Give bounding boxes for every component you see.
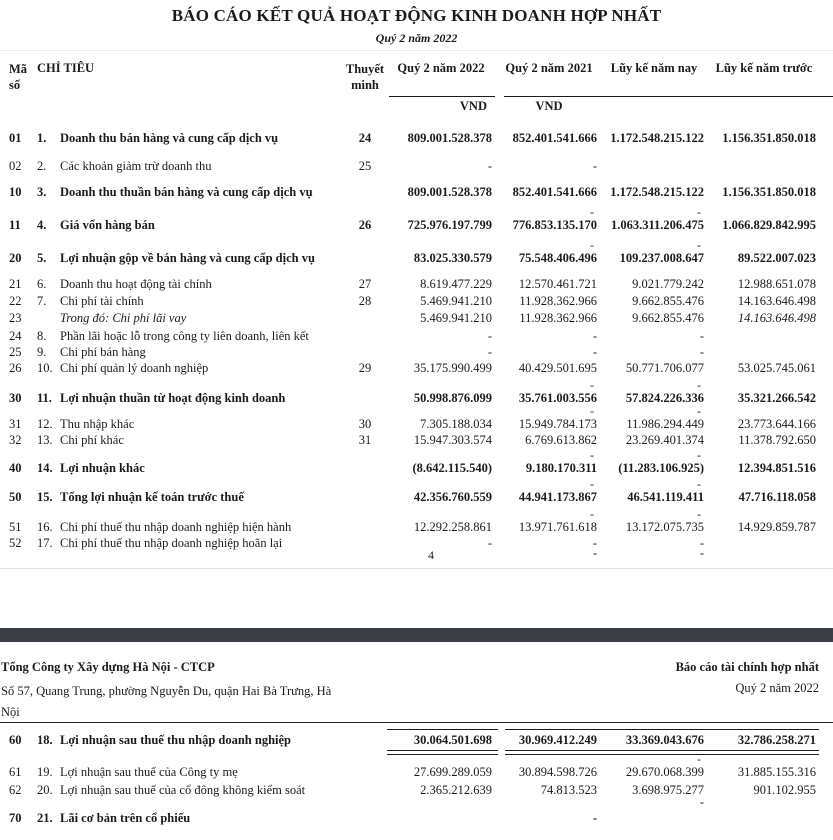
table-row	[0, 184, 833, 200]
dash-mark: -	[697, 404, 701, 418]
row-code: 40	[9, 461, 22, 475]
row-item-number	[37, 545, 60, 561]
row-item-number: 12.	[37, 417, 53, 431]
value-cell	[495, 794, 600, 810]
dash-mark: -	[590, 448, 594, 462]
value-cell: 31.885.155.316	[737, 765, 816, 779]
currency-label-2: VND	[535, 99, 563, 113]
value-cell: 9.180.170.311 -	[525, 448, 597, 475]
value-cell: 32.786.258.271	[737, 733, 816, 747]
row-note-ref	[341, 794, 389, 810]
row-code: 22	[9, 294, 22, 308]
value-cell: 42.356.760.559	[413, 490, 492, 504]
value-cell: 9.021.779.242	[632, 277, 704, 291]
table-body-page1	[0, 113, 833, 561]
row-note-ref	[341, 344, 389, 360]
dash-mark: -	[697, 477, 701, 491]
dash-mark: -	[590, 477, 594, 491]
value-cell: 11.378.792.650	[738, 433, 816, 447]
value-cell: 901.102.955	[753, 783, 816, 797]
value-cell: 852.401.541.666	[512, 185, 597, 199]
row-item-label: Trong đó: Chi phí lãi vay	[60, 311, 187, 325]
table-row	[0, 378, 833, 406]
table-row	[0, 360, 833, 376]
table-row	[0, 545, 833, 561]
row-note-ref	[341, 310, 389, 326]
value-cell: 9.662.855.476	[632, 294, 704, 308]
row-note-ref	[341, 460, 389, 476]
table-row	[0, 328, 833, 344]
row-code: 52	[9, 536, 22, 550]
value-cell: 57.824.226.336 -	[625, 378, 704, 405]
value-cell: 852.401.541.666	[512, 131, 597, 145]
row-item-label: Chi phí quản lý doanh nghiệp	[60, 361, 209, 375]
column-header-q2-2022: Quý 2 năm 2022	[397, 61, 485, 75]
value-cell: -	[699, 329, 704, 343]
column-header-item: CHỈ TIÊU	[37, 61, 95, 75]
value-cell	[707, 344, 819, 360]
row-note-ref: 30	[358, 417, 372, 431]
column-header-note: Thuyết minh	[345, 62, 385, 92]
table-row	[0, 810, 833, 826]
value-cell: 30.969.412.249	[518, 733, 597, 747]
row-item-number: 19.	[37, 765, 53, 779]
row-item-label: Lợi nhuận thuần từ hoạt động kinh doanh	[60, 391, 286, 405]
row-note-ref	[341, 328, 389, 344]
value-cell: 46.541.119.411 -	[627, 477, 704, 504]
table-row	[0, 752, 833, 780]
value-cell: 40.429.501.695	[518, 361, 597, 375]
dash-mark: -	[697, 238, 701, 252]
row-code	[0, 794, 37, 810]
row-item-number: 21.	[37, 811, 53, 825]
row-note-ref	[341, 545, 389, 561]
row-note-ref: 26	[358, 218, 372, 232]
value-cell: 15.947.303.574	[413, 433, 492, 447]
row-item-number: 11.	[37, 391, 52, 405]
value-cell: 1.066.829.842.995	[722, 218, 816, 232]
row-item-label: Tổng lợi nhuận kế toán trước thuế	[60, 490, 244, 504]
value-cell: 35.321.266.542	[737, 391, 816, 405]
table-row	[0, 732, 833, 748]
value-cell	[707, 328, 819, 344]
value-cell	[707, 794, 819, 810]
row-note-ref: 31	[358, 433, 372, 447]
row-code: 11	[9, 218, 21, 232]
row-code: 32	[9, 433, 22, 447]
value-cell: (11.283.106.925) -	[618, 448, 704, 475]
value-cell: 12.570.461.721	[518, 277, 597, 291]
table-header	[0, 55, 833, 113]
document-subtitle: Quý 2 năm 2022	[375, 31, 458, 45]
value-cell: 33.369.043.676	[625, 733, 704, 747]
value-cell: 13.172.075.735 -	[625, 507, 704, 534]
value-cell: 1.156.351.850.018	[722, 131, 816, 145]
row-item-number: 18.	[37, 733, 53, 747]
row-code: 31	[9, 417, 22, 431]
row-code: 30	[9, 391, 22, 405]
row-item-label: Chi phí bán hàng	[60, 345, 146, 359]
row-code: 02	[9, 159, 22, 173]
value-cell: -	[592, 811, 597, 825]
value-cell: 14.163.646.498	[737, 311, 816, 325]
value-cell: 7.305.188.034	[420, 417, 492, 431]
value-cell: -	[487, 159, 492, 173]
value-cell: 75.548.406.496 -	[518, 238, 597, 265]
total-top-rule	[505, 729, 819, 730]
table-row	[0, 130, 833, 146]
value-cell: 776.853.135.170 -	[512, 205, 597, 232]
value-cell	[707, 545, 819, 561]
row-note-ref	[341, 184, 389, 200]
value-cell: 30.894.598.726	[518, 765, 597, 779]
value-cell: 11.986.294.449 -	[626, 404, 704, 431]
value-cell: 23.269.401.374	[625, 433, 704, 447]
table-row	[0, 448, 833, 476]
row-item-number: 10.	[37, 361, 53, 375]
row-item-number: 3.	[37, 185, 47, 199]
value-cell: 6.769.613.862	[525, 433, 597, 447]
company-address-line2: Nội	[1, 705, 20, 719]
value-cell: -	[592, 159, 597, 173]
value-cell: 30.064.501.698	[413, 733, 492, 747]
value-cell: 83.025.330.579	[413, 251, 492, 265]
row-item-number: 9.	[37, 345, 47, 359]
page-separator-bar	[0, 628, 833, 642]
value-cell: 14.929.859.787	[737, 520, 816, 534]
dash-mark: -	[697, 448, 701, 462]
value-cell: 725.976.197.799	[407, 218, 492, 232]
value-cell: 13.971.761.618 -	[518, 507, 597, 534]
row-item-number: 14.	[37, 461, 53, 475]
row-item-label: Lợi nhuận gộp về bán hàng và cung cấp dịch vụ	[60, 251, 315, 265]
row-item-label: Lợi nhuận khác	[60, 461, 145, 475]
row-code: 23	[9, 311, 22, 325]
row-note-ref: 24	[358, 131, 372, 145]
row-item-number: 4.	[37, 218, 47, 232]
row-item-number: 15.	[37, 490, 53, 504]
value-cell: (8.642.115.540)	[412, 461, 492, 475]
table-row	[0, 276, 833, 292]
value-cell: -	[487, 345, 492, 359]
row-item-number: 20.	[37, 783, 53, 797]
row-item-label: Các khoản giảm trừ doanh thu	[60, 159, 212, 173]
row-item-label: Lợi nhuận sau thuế của Công ty mẹ	[60, 765, 238, 779]
value-cell: -	[699, 536, 704, 550]
row-note-ref: 29	[358, 361, 372, 375]
row-code: 60	[9, 733, 22, 747]
row-item-number: 1.	[37, 131, 47, 145]
value-cell: 5.469.941.210	[420, 311, 492, 325]
value-cell: -	[592, 546, 597, 560]
row-item-label: Chi phí thuế thu nhập doanh nghiệp hiện hành	[60, 520, 292, 534]
value-cell: 11.928.362.966	[519, 311, 597, 325]
row-item-number: 5.	[37, 251, 47, 265]
value-cell	[600, 158, 707, 174]
table-row	[0, 404, 833, 432]
dash-mark: -	[590, 404, 594, 418]
value-cell: -	[592, 329, 597, 343]
value-cell: -	[487, 536, 492, 550]
value-cell: 74.813.523	[540, 783, 597, 797]
value-cell: 27.699.289.059	[413, 765, 492, 779]
total-top-rule	[387, 729, 498, 730]
value-cell: 14.163.646.498	[737, 294, 816, 308]
row-note-ref	[341, 250, 389, 266]
header-divider	[0, 50, 833, 51]
value-cell: 50.998.876.099	[413, 391, 492, 405]
value-cell: 35.761.003.556 -	[518, 378, 597, 405]
row-note-ref: 25	[358, 159, 372, 173]
value-cell: -	[592, 345, 597, 359]
column-header-ytd-prior: Lũy kế năm trước	[715, 61, 813, 75]
column-header-code: Mã số	[9, 62, 28, 92]
row-code: 62	[9, 783, 22, 797]
value-cell: -	[592, 536, 597, 550]
company-address	[1, 681, 331, 723]
value-cell: 47.716.118.058	[738, 490, 816, 504]
page-edge-line	[0, 568, 833, 569]
table-row	[0, 158, 833, 174]
row-item-label: Doanh thu thuần bán hàng và cung cấp dịch vụ	[60, 185, 313, 199]
row-code: 10	[9, 185, 22, 199]
dash-mark: -	[697, 378, 701, 392]
row-note-ref	[341, 732, 389, 748]
value-cell: 8.619.477.229	[420, 277, 492, 291]
row-note-ref	[341, 764, 389, 780]
total-double-rule	[387, 750, 498, 755]
row-item-number: 7.	[37, 294, 47, 308]
value-cell: 3.698.975.277	[632, 783, 704, 797]
value-cell: 1.063.311.206.475 -	[610, 205, 704, 232]
value-cell: 2.365.212.639	[420, 783, 492, 797]
document-title: BÁO CÁO KẾT QUẢ HOẠT ĐỘNG KINH DOANH HỢP NHẤT	[171, 6, 662, 25]
row-code: 01	[9, 131, 22, 145]
dash-mark: -	[697, 507, 701, 521]
value-cell: 1.172.548.215.122	[610, 131, 704, 145]
row-item-label: Phần lãi hoặc lỗ trong công ty liên doanh, liên kết	[60, 329, 309, 343]
value-cell: 44.941.173.867 -	[518, 477, 597, 504]
row-item-number: 2.	[37, 159, 47, 173]
row-code	[0, 545, 37, 561]
row-item-number: 16.	[37, 520, 53, 534]
value-cell: 809.001.528.378	[407, 131, 492, 145]
table-row	[0, 238, 833, 266]
value-cell: 29.670.068.399 -	[625, 752, 704, 779]
row-note-ref	[341, 519, 389, 535]
dash-mark: -	[590, 378, 594, 392]
row-item-label: Lãi cơ bản trên cổ phiếu	[60, 811, 191, 825]
row-note-ref	[341, 810, 389, 826]
row-item-number: 13.	[37, 433, 53, 447]
row-item-label: Thu nhập khác	[60, 417, 135, 431]
row-item-label: Doanh thu bán hàng và cung cấp dịch vụ	[60, 131, 279, 145]
value-cell	[389, 810, 495, 826]
header-underline-right	[504, 96, 833, 97]
table-row	[0, 432, 833, 448]
row-item-number: 8.	[37, 329, 47, 343]
value-cell: 53.025.745.061	[737, 361, 816, 375]
row-item-label	[60, 545, 341, 561]
dash-mark: -	[590, 238, 594, 252]
row-code: 51	[9, 520, 22, 534]
value-cell: -	[699, 546, 704, 560]
value-cell	[600, 810, 707, 826]
page-number: 4	[428, 548, 434, 562]
value-cell: 1.172.548.215.122	[610, 185, 704, 199]
value-cell: 35.175.990.499	[413, 361, 492, 375]
table-row	[0, 293, 833, 309]
value-cell	[389, 545, 495, 561]
table-row	[0, 477, 833, 505]
table-row	[0, 507, 833, 535]
value-cell: 11.928.362.966	[519, 294, 597, 308]
value-cell: -	[699, 345, 704, 359]
value-cell: 12.988.651.078	[737, 277, 816, 291]
row-item-label: Chi phí tài chính	[60, 294, 144, 308]
row-code: 21	[9, 277, 22, 291]
row-code: 61	[9, 765, 22, 779]
value-cell: 23.773.644.166	[737, 417, 816, 431]
report-period-right: Quý 2 năm 2022	[735, 681, 819, 695]
header-underline-left	[389, 96, 495, 97]
row-note-ref	[341, 390, 389, 406]
table-row	[0, 310, 833, 326]
value-cell: 1.156.351.850.018	[722, 185, 816, 199]
value-cell: 9.662.855.476	[632, 311, 704, 325]
row-item-label: Giá vốn hàng bán	[60, 218, 155, 232]
row-item-number: 6.	[37, 277, 47, 291]
total-double-rule	[505, 750, 819, 755]
column-header-q2-2021: Quý 2 năm 2021	[505, 61, 593, 75]
row-code: 24	[9, 329, 22, 343]
row-item-number	[37, 794, 60, 810]
row-item-label: Chi phí thuế thu nhập doanh nghiệp hoãn lại	[60, 536, 283, 550]
row-item-label	[60, 794, 341, 810]
row-code: 25	[9, 345, 22, 359]
report-title-right: Báo cáo tài chính hợp nhất	[675, 660, 819, 674]
row-code: 26	[9, 361, 22, 375]
value-cell	[707, 810, 819, 826]
table-row	[0, 205, 833, 233]
value-cell: 109.237.008.647 -	[619, 238, 704, 265]
dash-mark: -	[697, 205, 701, 219]
value-cell: 15.949.784.173 -	[518, 404, 597, 431]
company-name: Tổng Công ty Xây dựng Hà Nội - CTCP	[1, 660, 215, 674]
value-cell	[707, 158, 819, 174]
value-cell: 89.522.007.023	[737, 251, 816, 265]
row-item-label: Chi phí khác	[60, 433, 124, 447]
value-cell: -	[487, 329, 492, 343]
value-cell: 809.001.528.378	[407, 185, 492, 199]
row-code: 70	[9, 811, 22, 825]
page2-header	[0, 650, 833, 723]
table-row	[0, 344, 833, 360]
dash-mark: -	[590, 205, 594, 219]
value-cell	[389, 794, 495, 810]
value-cell: 50.771.706.077	[625, 361, 704, 375]
value-cell: 12.394.851.516	[737, 461, 816, 475]
table-row	[0, 794, 833, 810]
row-code: 20	[9, 251, 22, 265]
row-note-ref	[341, 489, 389, 505]
row-item-label: Doanh thu hoạt động tài chính	[60, 277, 212, 291]
currency-label-1: VND	[459, 99, 487, 113]
dash-mark: -	[697, 752, 701, 766]
table-body-page2	[0, 724, 833, 826]
value-cell: -	[699, 795, 704, 809]
row-item-number	[37, 310, 60, 326]
dash-mark: -	[590, 507, 594, 521]
row-code: 50	[9, 490, 22, 504]
row-item-label: Lợi nhuận sau thuế của cổ đông không kiểm soát	[60, 783, 306, 797]
column-header-ytd-current: Lũy kế năm nay	[610, 61, 698, 75]
row-item-number: 17.	[37, 536, 53, 550]
company-address-line1: Số 57, Quang Trung, phường Nguyễn Du, quận Hai Bà Trưng, Hà	[1, 684, 332, 698]
value-cell: 12.292.258.861	[413, 520, 492, 534]
row-note-ref: 28	[358, 294, 372, 308]
row-item-label: Lợi nhuận sau thuế thu nhập doanh nghiệp	[60, 733, 291, 747]
row-note-ref: 27	[358, 277, 372, 291]
value-cell: 5.469.941.210	[420, 294, 492, 308]
